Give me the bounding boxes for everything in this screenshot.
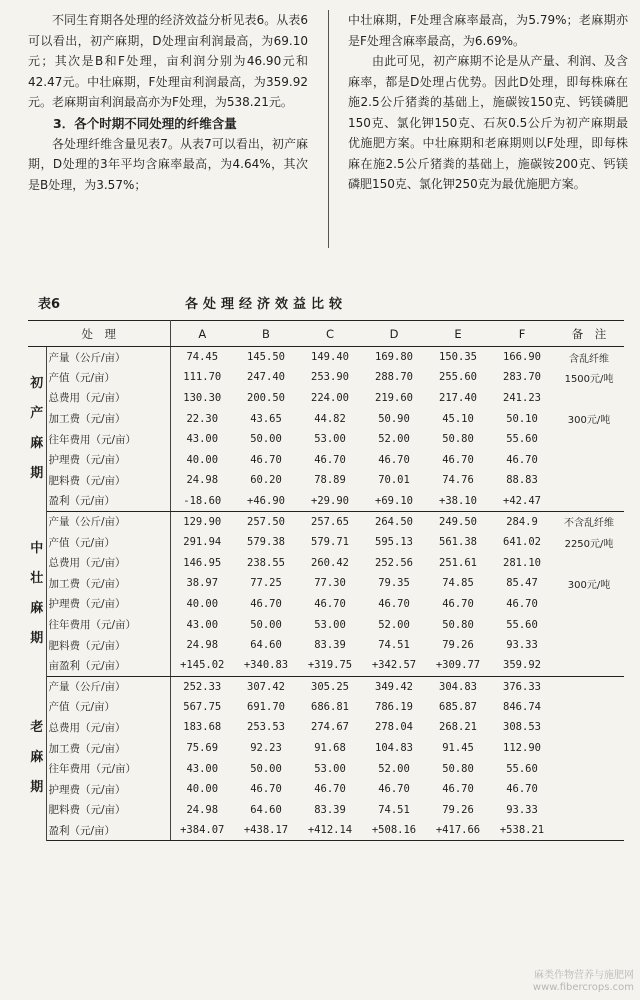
value-cell: 786.19 xyxy=(375,700,413,713)
note-cell xyxy=(554,758,624,779)
table-row xyxy=(28,470,624,491)
item-label: 产量（公斤/亩） xyxy=(46,347,170,368)
note-cell xyxy=(554,449,624,470)
note-cell xyxy=(554,717,624,738)
table-row xyxy=(28,614,624,635)
value-cell: 150.35 xyxy=(439,351,477,364)
table-title: 各处理经济效益比较 xyxy=(185,297,348,312)
value-cell: 43.00 xyxy=(186,762,219,775)
value-cell: +417.66 xyxy=(426,820,490,841)
value-cell: 252.56 xyxy=(375,556,413,569)
value-cell: 46.70 xyxy=(442,597,474,610)
item-label: 盈利（元/亩） xyxy=(46,820,170,841)
value-cell: 46.70 xyxy=(314,453,346,466)
column-divider xyxy=(328,10,329,248)
value-cell: 166.90 xyxy=(503,351,541,364)
value-cell: 46.70 xyxy=(442,453,474,466)
value-cell: 238.55 xyxy=(247,556,285,569)
table-row xyxy=(28,491,624,512)
left-paragraph-2: 各处理纤维含量见表7。从表7可以看出，初产麻期，D处理的3年平均含麻率最高，为4.64%，其次是B处理，为3.57%； xyxy=(28,136,308,192)
value-cell: 268.21 xyxy=(439,721,477,734)
value-cell: 55.60 xyxy=(506,618,538,631)
value-cell: +319.75 xyxy=(298,655,362,676)
value-cell: 91.68 xyxy=(314,742,346,755)
value-cell: 253.90 xyxy=(311,371,349,384)
note-cell xyxy=(554,655,624,676)
value-cell: 53.00 xyxy=(314,618,346,631)
value-cell: 79.26 xyxy=(442,803,474,816)
table-row xyxy=(28,449,624,470)
note-cell xyxy=(554,429,624,450)
value-cell: 307.42 xyxy=(247,680,285,693)
header-col-c: C xyxy=(298,321,362,347)
value-cell: 217.40 xyxy=(439,391,477,404)
value-cell: 46.70 xyxy=(506,597,538,610)
note-cell: 不含乱纤维 xyxy=(564,518,614,530)
value-cell: 40.00 xyxy=(186,783,219,796)
item-label: 总费用（元/亩） xyxy=(46,388,170,409)
value-cell: 24.98 xyxy=(186,803,219,816)
header-treatment: 处 理 xyxy=(28,321,170,347)
value-cell: 104.83 xyxy=(375,742,413,755)
note-cell xyxy=(554,738,624,759)
value-cell: 46.70 xyxy=(378,597,410,610)
value-cell: 129.90 xyxy=(183,515,222,528)
value-cell: +38.10 xyxy=(426,491,490,512)
value-cell: 579.38 xyxy=(247,536,285,549)
value-cell: 93.33 xyxy=(506,639,538,652)
watermark xyxy=(533,970,634,994)
value-cell: +342.57 xyxy=(362,655,426,676)
item-label: 护理费（元/亩） xyxy=(46,779,170,800)
table-caption xyxy=(0,293,640,311)
value-cell: 77.30 xyxy=(314,577,346,590)
value-cell: 60.20 xyxy=(250,474,282,487)
item-label: 护理费（元/亩） xyxy=(46,594,170,615)
table-row xyxy=(28,594,624,615)
value-cell: 93.33 xyxy=(506,803,538,816)
value-cell: 112.90 xyxy=(503,742,541,755)
value-cell: 349.42 xyxy=(375,680,413,693)
item-label: 肥料费（元/亩） xyxy=(46,800,170,821)
item-label: 往年费用（元/亩） xyxy=(46,429,170,450)
item-label: 盈利（元/亩） xyxy=(46,491,170,512)
value-cell: 24.98 xyxy=(186,639,219,652)
note-cell xyxy=(554,491,624,512)
value-cell: 24.98 xyxy=(186,474,219,487)
header-note: 备 注 xyxy=(554,321,624,347)
value-cell: 74.76 xyxy=(442,474,474,487)
value-cell: 43.65 xyxy=(250,412,282,425)
value-cell: 44.82 xyxy=(314,412,346,425)
value-cell: 641.02 xyxy=(503,536,541,549)
header-col-b: B xyxy=(234,321,298,347)
watermark-line-2: www.fibercrops.com xyxy=(532,982,634,993)
table-row xyxy=(28,738,624,759)
value-cell: +29.90 xyxy=(298,491,362,512)
value-cell: 85.47 xyxy=(506,577,538,590)
note-cell xyxy=(554,614,624,635)
value-cell: 257.65 xyxy=(311,515,349,528)
item-label: 产量（公斤/亩） xyxy=(46,511,170,532)
value-cell: 252.33 xyxy=(183,680,222,693)
table-row xyxy=(28,779,624,800)
left-paragraph-1: 不同生育期各处理的经济效益分析见表6。从表6可以看出，初产麻期，D处理亩利润最高，为69.10元；其次是B和F处理，亩利润分别为46.90元和42.47元。中壮麻期，F处理亩利润最高，为359.92元。老麻期亩利润最高亦为F处理，为538.21元。 xyxy=(28,13,308,109)
value-cell: 74.51 xyxy=(378,803,410,816)
table-row xyxy=(28,511,624,532)
value-cell: 274.67 xyxy=(311,721,349,734)
table-row xyxy=(28,635,624,656)
value-cell: 46.70 xyxy=(506,453,538,466)
value-cell: 92.23 xyxy=(250,742,282,755)
value-cell: 308.53 xyxy=(503,721,541,734)
value-cell: 46.70 xyxy=(314,597,346,610)
table-row xyxy=(28,388,624,409)
value-cell: 288.70 xyxy=(375,371,413,384)
value-cell: 79.35 xyxy=(378,577,410,590)
table-row xyxy=(28,655,624,676)
value-cell: 146.95 xyxy=(183,556,222,569)
value-cell: 145.50 xyxy=(247,351,285,364)
value-cell: 79.26 xyxy=(442,639,474,652)
value-cell: 846.74 xyxy=(503,700,541,713)
table-header-row xyxy=(28,321,624,347)
value-cell: +309.77 xyxy=(426,655,490,676)
note-cell xyxy=(554,779,624,800)
value-cell: 200.50 xyxy=(247,391,285,404)
table-row xyxy=(28,552,624,573)
table-row xyxy=(28,367,624,388)
note-cell xyxy=(554,635,624,656)
value-cell: 376.33 xyxy=(503,680,541,693)
right-column xyxy=(348,10,628,195)
note-cell xyxy=(554,697,624,718)
value-cell: 249.50 xyxy=(439,515,477,528)
note-cell xyxy=(554,388,624,409)
value-cell: 219.60 xyxy=(375,391,413,404)
value-cell: 169.80 xyxy=(375,351,413,364)
value-cell: +412.14 xyxy=(298,820,362,841)
value-cell: 74.85 xyxy=(442,577,474,590)
value-cell: 46.70 xyxy=(250,597,282,610)
value-cell: 40.00 xyxy=(186,453,219,466)
item-label: 亩盈利（元/亩） xyxy=(46,655,170,676)
item-label: 肥料费（元/亩） xyxy=(46,635,170,656)
value-cell: +438.17 xyxy=(234,820,298,841)
value-cell: 224.00 xyxy=(311,391,349,404)
value-cell: 278.04 xyxy=(375,721,413,734)
value-cell: 70.01 xyxy=(378,474,410,487)
note-cell xyxy=(554,552,624,573)
value-cell: 579.71 xyxy=(311,536,349,549)
value-cell: 264.50 xyxy=(375,515,413,528)
value-cell: 305.25 xyxy=(311,680,349,693)
value-cell: +340.83 xyxy=(234,655,298,676)
value-cell: 284.9 xyxy=(506,515,538,528)
value-cell: 50.90 xyxy=(378,412,410,425)
right-paragraph-2: 由此可见，初产麻期不论是从产量、利润、及含麻率，都是D处理占优势。因此D处理，即每株麻在施2.5公斤猪粪的基础上，施碳铵150克、钙镁磷肥150克、氯化钾150克、石灰0.5公斤为初产麻期最优施肥方案。中壮麻期和老麻期则以F处理，即每株麻在施2.5公斤猪粪的基础上，施碳铵200克、钙镁磷肥150克、氯化钾250克为最优施肥方案。 xyxy=(348,54,628,191)
item-label: 产值（元/亩） xyxy=(46,697,170,718)
header-col-d: D xyxy=(362,321,426,347)
value-cell: 83.39 xyxy=(314,639,346,652)
table-row xyxy=(28,717,624,738)
period-label: 初产麻期 xyxy=(28,347,46,512)
value-cell: 77.25 xyxy=(250,577,282,590)
table-row xyxy=(28,820,624,841)
value-cell: 241.23 xyxy=(503,391,541,404)
value-cell: 52.00 xyxy=(378,433,410,446)
value-cell: 359.92 xyxy=(490,655,554,676)
value-cell: +46.90 xyxy=(234,491,298,512)
value-cell: 149.40 xyxy=(311,351,349,364)
value-cell: 43.00 xyxy=(186,433,219,446)
header-col-f: F xyxy=(490,321,554,347)
value-cell: 304.83 xyxy=(439,680,477,693)
note-cell: 含乱纤维 xyxy=(569,353,609,365)
value-cell: 50.00 xyxy=(250,762,282,775)
value-cell: 38.97 xyxy=(186,577,219,590)
value-cell: 691.70 xyxy=(247,700,285,713)
value-cell: 22.30 xyxy=(186,412,219,425)
table-row xyxy=(28,532,624,553)
value-cell: 50.80 xyxy=(442,762,474,775)
table-row xyxy=(28,676,624,697)
period-label: 中壮麻期 xyxy=(28,511,46,676)
value-cell: 255.60 xyxy=(439,371,477,384)
table-row xyxy=(28,347,624,368)
value-cell: +508.16 xyxy=(362,820,426,841)
note-cell: 300元/吨 xyxy=(567,415,611,427)
value-cell: 64.60 xyxy=(250,803,282,816)
value-cell: 281.10 xyxy=(503,556,541,569)
value-cell: 45.10 xyxy=(442,412,474,425)
item-label: 总费用（元/亩） xyxy=(46,552,170,573)
value-cell: 46.70 xyxy=(506,783,538,796)
value-cell: +42.47 xyxy=(490,491,554,512)
value-cell: 50.00 xyxy=(250,618,282,631)
two-column-text xyxy=(28,10,628,248)
value-cell: 595.13 xyxy=(375,536,413,549)
value-cell: 50.10 xyxy=(506,412,538,425)
item-label: 肥料费（元/亩） xyxy=(46,470,170,491)
value-cell: 111.70 xyxy=(183,371,222,384)
value-cell: 46.70 xyxy=(378,783,410,796)
value-cell: 46.70 xyxy=(378,453,410,466)
value-cell: 50.80 xyxy=(442,618,474,631)
value-cell: 46.70 xyxy=(250,453,282,466)
value-cell: 50.80 xyxy=(442,433,474,446)
note-cell xyxy=(554,676,624,697)
table-body xyxy=(28,347,624,841)
value-cell: 74.51 xyxy=(378,639,410,652)
value-cell: 53.00 xyxy=(314,433,346,446)
value-cell: 291.94 xyxy=(183,536,222,549)
value-cell: 52.00 xyxy=(378,762,410,775)
value-cell: 50.00 xyxy=(250,433,282,446)
note-cell xyxy=(554,820,624,841)
value-cell: 52.00 xyxy=(378,618,410,631)
value-cell: +69.10 xyxy=(362,491,426,512)
value-cell: 46.70 xyxy=(250,783,282,796)
value-cell: 40.00 xyxy=(186,597,219,610)
item-label: 往年费用（元/亩） xyxy=(46,614,170,635)
period-label: 老麻期 xyxy=(28,676,46,841)
value-cell: -18.60 xyxy=(170,491,234,512)
value-cell: 686.81 xyxy=(311,700,349,713)
value-cell: 130.30 xyxy=(183,391,222,404)
left-column xyxy=(28,10,308,195)
value-cell: +384.07 xyxy=(170,820,234,841)
table-row xyxy=(28,429,624,450)
header-col-a: A xyxy=(170,321,234,347)
table-row xyxy=(28,758,624,779)
value-cell: +145.02 xyxy=(170,655,234,676)
value-cell: 88.83 xyxy=(506,474,538,487)
value-cell: 685.87 xyxy=(439,700,477,713)
item-label: 往年费用（元/亩） xyxy=(46,758,170,779)
note-cell: 1500元/吨 xyxy=(564,373,614,385)
table-row xyxy=(28,697,624,718)
note-cell xyxy=(554,594,624,615)
value-cell: 283.70 xyxy=(503,371,541,384)
value-cell: +538.21 xyxy=(490,820,554,841)
table-row xyxy=(28,408,624,429)
value-cell: 43.00 xyxy=(186,618,219,631)
value-cell: 64.60 xyxy=(250,639,282,652)
value-cell: 74.45 xyxy=(186,351,219,364)
item-label: 加工费（元/亩） xyxy=(46,738,170,759)
item-label: 加工费（元/亩） xyxy=(46,408,170,429)
item-label: 产值（元/亩） xyxy=(46,367,170,388)
item-label: 总费用（元/亩） xyxy=(46,717,170,738)
value-cell: 257.50 xyxy=(247,515,285,528)
value-cell: 46.70 xyxy=(314,783,346,796)
table-row xyxy=(28,800,624,821)
value-cell: 567.75 xyxy=(183,700,222,713)
value-cell: 91.45 xyxy=(442,742,474,755)
value-cell: 247.40 xyxy=(247,371,285,384)
value-cell: 75.69 xyxy=(186,742,219,755)
note-cell: 300元/吨 xyxy=(567,579,611,591)
item-label: 产值（元/亩） xyxy=(46,532,170,553)
right-paragraph-1: 中壮麻期，F处理含麻率最高，为5.79%；老麻期亦是F处理含麻率最高，为6.69%。 xyxy=(348,13,628,48)
value-cell: 55.60 xyxy=(506,762,538,775)
value-cell: 55.60 xyxy=(506,433,538,446)
economic-benefit-table xyxy=(28,320,624,841)
table-row xyxy=(28,573,624,594)
value-cell: 251.61 xyxy=(439,556,477,569)
note-cell xyxy=(554,800,624,821)
item-label: 产量（公斤/亩） xyxy=(46,676,170,697)
value-cell: 78.89 xyxy=(314,474,346,487)
table-number: 表6 xyxy=(38,297,61,312)
item-label: 加工费（元/亩） xyxy=(46,573,170,594)
note-cell: 2250元/吨 xyxy=(564,538,614,550)
value-cell: 260.42 xyxy=(311,556,349,569)
header-col-e: E xyxy=(426,321,490,347)
note-cell xyxy=(554,470,624,491)
value-cell: 83.39 xyxy=(314,803,346,816)
value-cell: 561.38 xyxy=(439,536,477,549)
value-cell: 253.53 xyxy=(247,721,285,734)
value-cell: 183.68 xyxy=(183,721,222,734)
item-label: 护理费（元/亩） xyxy=(46,449,170,470)
value-cell: 53.00 xyxy=(314,762,346,775)
section-heading: 3．各个时期不同处理的纤维含量 xyxy=(53,115,237,131)
value-cell: 46.70 xyxy=(442,783,474,796)
watermark-line-1: 麻类作物营养与施肥网 xyxy=(534,970,634,981)
